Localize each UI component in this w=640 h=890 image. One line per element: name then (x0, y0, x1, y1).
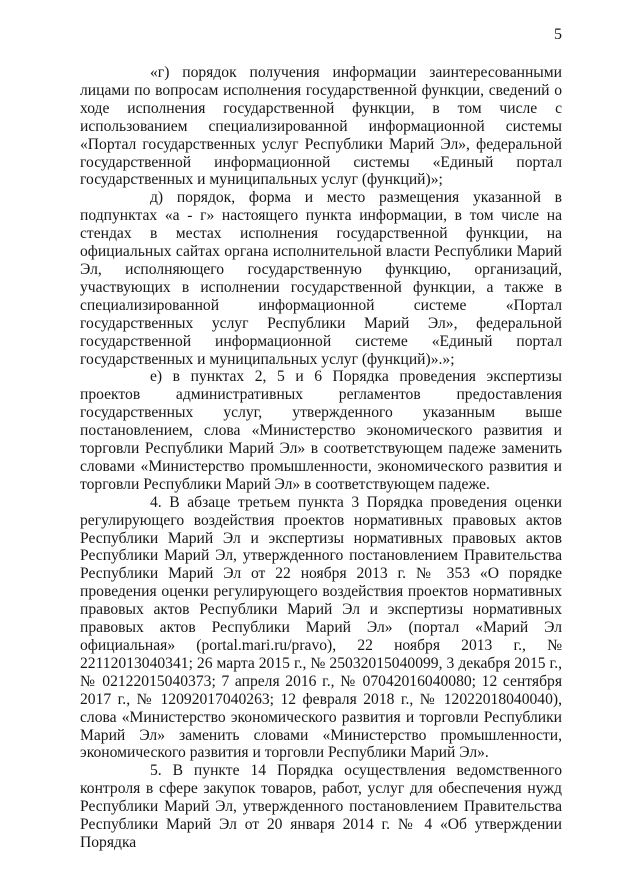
paragraph-item-5: 5. В пункте 14 Порядка осуществления ведомственного контроля в сфере закупок товаров, работ, услуг для обеспечения нужд Республики Марий Эл, утвержденного постановлением Правительства Республики Марий Эл от 20 января 2014 г. № 4 «Об утверждении Порядка (80, 762, 562, 851)
paragraph-subitem-g: «г) порядок получения информации заинтересованными лицами по вопросам исполнения государственной функции, сведений о ходе исполнения государственной функции, в том числе с использованием специализированной информационной системы «Портал государственных услуг Республики Марий Эл», федеральной государственной информационной системы «Единый портал государственных и муниципальных услуг (функций)»; (80, 64, 562, 189)
document-body (80, 64, 562, 852)
page-number: 5 (554, 26, 562, 43)
paragraph-subitem-e: е) в пунктах 2, 5 и 6 Порядка проведения экспертизы проектов административных регламентов предоставления государственных услуг, утвержденного указанным выше постановлением, слова «Министерство экономического развития и торговли Республики Марий Эл» в соответствующем падеже заменить словами «Министерство промышленности, экономического развития и торговли Республики Марий Эл» в соответствующем падеже. (80, 368, 562, 493)
paragraph-item-4: 4. В абзаце третьем пункта 3 Порядка проведения оценки регулирующего воздействия проектов нормативных правовых актов Республики Марий Эл и экспертизы нормативных правовых актов Республики Марий Эл, утвержденного постановлением Правительства Республики Марий Эл от 22 ноября 2013 г. № 353 «О порядке проведения оценки регулирующего воздействия проектов нормативных правовых актов Республики Марий Эл и экспертизы нормативных правовых актов Республики Марий Эл» (портал «Марий Эл официальная» (portal.mari.ru/pravo), 22 ноября 2013 г., № 22112013040341; 26 марта 2015 г., № 25032015040099, 3 декабря 2015 г., № 02122015040373; 7 апреля 2016 г., № 07042016040080; 12 сентября 2017 г., № 12092017040263; 12 февраля 2018 г., № 12022018040040), слова «Министерство экономического развития и торговли Республики Марий Эл» заменить словами «Министерство промышленности, экономического развития и торговли Республики Марий Эл». (80, 493, 562, 762)
paragraph-subitem-d: д) порядок, форма и место размещения указанной в подпунктах «а - г» настоящего пункта информации, в том числе на стендах в местах исполнения государственной функции, на официальных сайтах органа исполнительной власти Республики Марий Эл, исполняющего государственную функцию, организаций, участвующих в исполнении государственной функции, а также в специализированной информационной системе «Портал государственных услуг Республики Марий Эл», федеральной государственной информационной системе «Единый портал государственных и муниципальных услуг (функций)».»; (80, 189, 562, 368)
